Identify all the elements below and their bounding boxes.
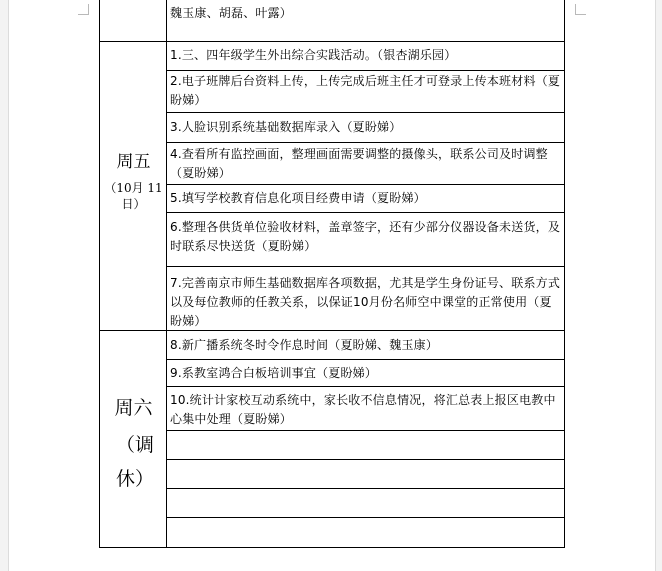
- row-divider: [166, 386, 565, 387]
- day-note-saturday: （调休）: [116, 434, 155, 490]
- row-divider: [166, 142, 565, 143]
- row-divider: [166, 430, 565, 431]
- table-border-bottom: [99, 547, 565, 548]
- row-divider: [99, 41, 565, 42]
- task-item: 4.查看所有监控画面，整理画面需要调整的摄像头，联系公司及时调整（夏盼娣）: [170, 147, 548, 180]
- row-divider: [166, 112, 565, 113]
- row-divider: [166, 212, 565, 213]
- task-item: 1.三、四年级学生外出综合实践活动。（银杏湖乐园）: [170, 48, 457, 62]
- page-edge-right: [655, 0, 662, 571]
- row-divider: [166, 459, 565, 460]
- task-item: 6.整理各供货单位验收材料，盖章签字，还有少部分仪器设备未送货，及时联系尽快送货（夏盼娣）: [170, 220, 561, 253]
- table-cell-text: 魏玉康、胡磊、叶露）: [170, 6, 293, 20]
- row-divider: [166, 266, 565, 267]
- task-item: 5.填写学校教育信息化项目经费申请（夏盼娣）: [170, 191, 426, 205]
- task-item: 7.完善南京市师生基础数据库各项数据，尤其是学生身份证号、联系方式以及每位教师的任教关系，以保证10月份名师空中课堂的正常使用（夏盼娣）: [170, 276, 561, 328]
- row-divider: [166, 359, 565, 360]
- row-divider: [166, 184, 565, 185]
- task-item: 10.统计计家校互动系统中，家长收不信息情况，将汇总表上报区电教中心集中处理（夏盼娣）: [170, 393, 556, 426]
- day-date-friday: （10月 11日）: [104, 181, 163, 211]
- margin-corner-mark: [575, 4, 586, 15]
- row-divider: [166, 517, 565, 518]
- table-column-divider: [166, 0, 167, 548]
- day-label-friday: 周五: [116, 152, 151, 172]
- page-edge-left: [0, 0, 9, 571]
- table-border-right: [564, 0, 565, 548]
- task-item: 9.系教室鸿合白板培训事宜（夏盼娣）: [170, 366, 378, 380]
- task-item: 3.人脸识别系统基础数据库录入（夏盼娣）: [170, 120, 402, 134]
- margin-corner-mark: [78, 4, 89, 15]
- table-border-left: [99, 0, 100, 548]
- day-label-saturday: 周六: [114, 397, 153, 419]
- row-divider: [166, 70, 565, 71]
- row-divider: [166, 488, 565, 489]
- task-item: 8.新广播系统冬时令作息时间（夏盼娣、魏玉康）: [170, 338, 439, 352]
- task-item: 2.电子班牌后台资料上传，上传完成后班主任才可登录上传本班材料（夏盼娣）: [170, 74, 561, 107]
